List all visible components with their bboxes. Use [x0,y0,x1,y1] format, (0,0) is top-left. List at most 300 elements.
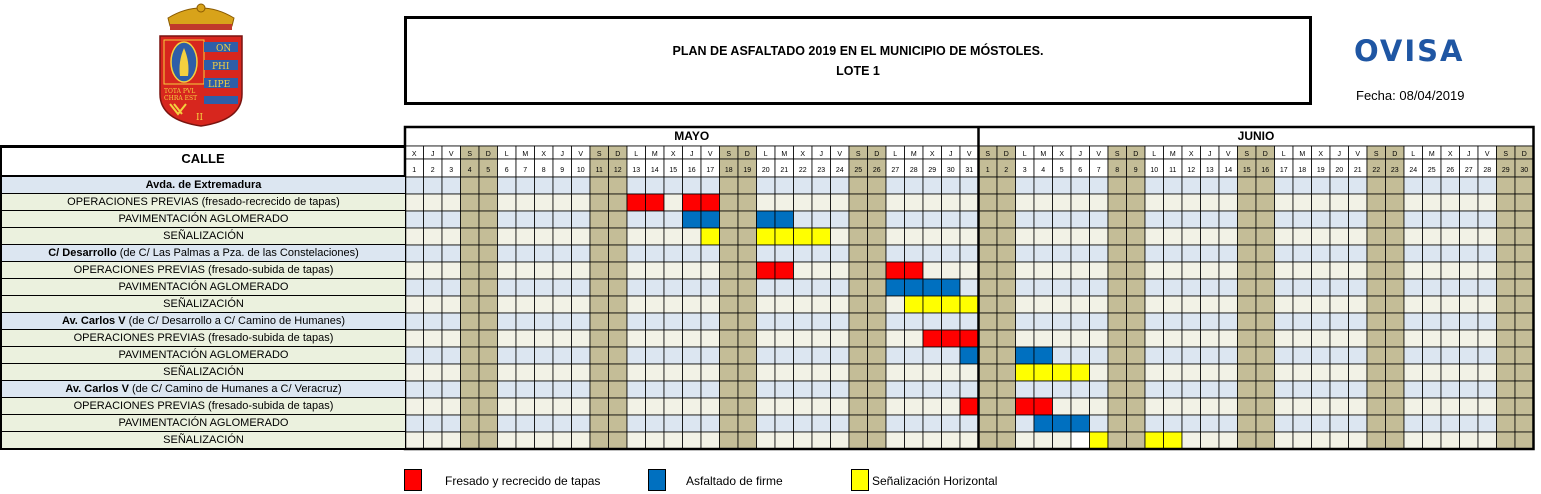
schedule-cell [646,245,665,262]
schedule-cell [979,245,998,262]
schedule-cell [1164,262,1183,279]
schedule-cell [1293,364,1312,381]
schedule-cell [627,194,646,211]
schedule-cell [479,296,498,313]
schedule-cell [1182,262,1201,279]
schedule-cell [1460,381,1479,398]
schedule-cell [1016,211,1035,228]
schedule-cell [1293,279,1312,296]
schedule-cell [1053,194,1072,211]
schedule-cell [498,177,517,194]
schedule-cell [960,330,979,347]
weekday-letter: V [1484,151,1490,158]
schedule-cell [1034,194,1053,211]
schedule-cell [1256,432,1275,449]
schedule-cell [701,228,720,245]
schedule-cell [1386,245,1405,262]
schedule-cell [1182,279,1201,296]
task-row-label: OPERACIONES PREVIAS (fresado-subida de tapas) [0,398,405,415]
schedule-cell [775,211,794,228]
day-number: 27 [891,167,900,174]
schedule-cell [405,381,424,398]
schedule-cell [923,415,942,432]
schedule-cell [1238,279,1257,296]
schedule-cell [1312,432,1331,449]
schedule-cell [1478,262,1497,279]
schedule-cell [1034,432,1053,449]
schedule-cell [1386,398,1405,415]
schedule-cell [1182,364,1201,381]
schedule-cell [1256,279,1275,296]
schedule-cell [1145,432,1164,449]
schedule-cell [553,245,572,262]
schedule-cell [1053,432,1072,449]
schedule-cell [1090,279,1109,296]
schedule-cell [516,279,535,296]
schedule-cell [535,432,554,449]
schedule-cell [960,347,979,364]
schedule-cell [590,381,609,398]
schedule-cell [1219,228,1238,245]
schedule-cell [775,415,794,432]
day-number: 14 [1224,167,1233,174]
schedule-cell [1034,330,1053,347]
schedule-cell [738,194,757,211]
schedule-cell [701,245,720,262]
schedule-cell [1016,347,1035,364]
schedule-cell [812,194,831,211]
schedule-cell [1367,296,1386,313]
schedule-cell [1441,347,1460,364]
schedule-cell [1441,432,1460,449]
schedule-cell [757,211,776,228]
schedule-cell [1349,245,1368,262]
weekday-letter: S [1373,151,1379,158]
schedule-cell [1404,262,1423,279]
weekday-letter: J [1337,151,1341,158]
schedule-cell [572,398,591,415]
schedule-cell [516,364,535,381]
schedule-cell [923,279,942,296]
schedule-cell [498,432,517,449]
weekday-letter: L [893,151,898,158]
schedule-cell [831,279,850,296]
schedule-cell [997,177,1016,194]
schedule-cell [1256,398,1275,415]
weekday-letter: D [744,151,750,158]
schedule-cell [1386,432,1405,449]
day-number: 29 [928,167,937,174]
schedule-cell [942,432,961,449]
schedule-cell [1071,432,1090,449]
schedule-cell [1201,279,1220,296]
schedule-cell [1460,262,1479,279]
schedule-cell [757,313,776,330]
schedule-cell [1478,194,1497,211]
schedule-cell [849,228,868,245]
schedule-cell [905,432,924,449]
schedule-cell [516,415,535,432]
schedule-cell [498,347,517,364]
schedule-cell [1145,262,1164,279]
schedule-cell [553,177,572,194]
task-row-label: SEÑALIZACIÓN [0,296,405,313]
schedule-cell [1090,398,1109,415]
day-number: 28 [1483,167,1492,174]
weekday-letter: M [651,151,658,158]
schedule-cell [1127,398,1146,415]
schedule-cell [498,194,517,211]
schedule-cell [738,330,757,347]
schedule-cell [683,262,702,279]
schedule-cell [572,432,591,449]
schedule-cell [627,279,646,296]
schedule-cell [886,245,905,262]
schedule-cell [1145,211,1164,228]
schedule-cell [1053,211,1072,228]
schedule-cell [1478,364,1497,381]
schedule-cell [923,347,942,364]
schedule-cell [701,279,720,296]
day-number: 28 [909,167,918,174]
schedule-cell [831,194,850,211]
schedule-cell [516,432,535,449]
schedule-cell [701,432,720,449]
schedule-cell [609,245,628,262]
schedule-cell [405,415,424,432]
schedule-cell [590,194,609,211]
day-number: 4 [467,167,472,174]
schedule-cell [757,262,776,279]
schedule-cell [1349,313,1368,330]
schedule-cell [1367,330,1386,347]
day-number: 24 [1409,167,1418,174]
schedule-cell [1182,381,1201,398]
schedule-cell [960,432,979,449]
schedule-cell [1441,296,1460,313]
schedule-cell [738,398,757,415]
day-number: 9 [560,167,565,174]
schedule-cell [664,279,683,296]
schedule-cell [868,347,887,364]
schedule-cell [1423,432,1442,449]
task-row-label: PAVIMENTACIÓN AGLOMERADO [0,347,405,364]
schedule-cell [553,330,572,347]
schedule-cell [1275,279,1294,296]
weekday-letter: D [1003,151,1009,158]
schedule-cell [1108,415,1127,432]
task-row-label: PAVIMENTACIÓN AGLOMERADO [0,279,405,296]
schedule-cell [1515,245,1534,262]
schedule-cell [1016,313,1035,330]
schedule-cell [979,228,998,245]
schedule-cell [424,279,443,296]
schedule-cell [1312,364,1331,381]
schedule-cell [1256,330,1275,347]
schedule-cell [646,228,665,245]
schedule-cell [849,330,868,347]
schedule-cell [757,245,776,262]
schedule-cell [1367,347,1386,364]
schedule-cell [1460,177,1479,194]
schedule-cell [627,228,646,245]
schedule-cell [1386,313,1405,330]
schedule-cell [868,313,887,330]
schedule-cell [738,381,757,398]
schedule-cell [960,245,979,262]
schedule-cell [1478,381,1497,398]
schedule-cell [1441,228,1460,245]
month-header-label: MAYO [674,129,710,143]
schedule-cell [1016,381,1035,398]
schedule-cell [1330,262,1349,279]
schedule-cell [1034,296,1053,313]
schedule-cell [1275,296,1294,313]
schedule-cell [405,296,424,313]
day-number: 20 [761,167,770,174]
schedule-cell [942,245,961,262]
schedule-cell [609,381,628,398]
schedule-cell [812,313,831,330]
schedule-cell [794,194,813,211]
day-number: 18 [724,167,733,174]
schedule-cell [442,228,461,245]
schedule-cell [794,347,813,364]
ovisa-brand-logo: OVISA [1354,34,1465,68]
day-number: 6 [1078,167,1083,174]
schedule-cell [849,364,868,381]
schedule-cell [664,194,683,211]
schedule-cell [1275,313,1294,330]
schedule-cell [979,194,998,211]
schedule-cell [683,194,702,211]
schedule-cell [849,262,868,279]
schedule-cell [535,177,554,194]
schedule-cell [1256,245,1275,262]
fecha-label: Fecha: 08/04/2019 [1356,88,1465,103]
schedule-cell [997,228,1016,245]
schedule-cell [1182,245,1201,262]
schedule-cell [1367,262,1386,279]
schedule-cell [590,364,609,381]
schedule-cell [516,347,535,364]
weekday-letter: J [1208,151,1212,158]
schedule-cell [1034,262,1053,279]
schedule-cell [461,330,480,347]
schedule-cell [1071,313,1090,330]
schedule-cell [1441,330,1460,347]
legend-swatch [648,469,666,491]
schedule-cell [1275,245,1294,262]
schedule-cell [831,432,850,449]
weekday-letter: L [504,151,509,158]
schedule-cell [683,364,702,381]
weekday-letter: X [929,151,935,158]
schedule-cell [405,228,424,245]
schedule-cell [442,177,461,194]
schedule-cell [1423,330,1442,347]
schedule-cell [775,228,794,245]
schedule-cell [498,245,517,262]
schedule-cell [886,177,905,194]
schedule-cell [831,381,850,398]
schedule-cell [590,398,609,415]
schedule-cell [1293,313,1312,330]
schedule-cell [720,432,739,449]
weekday-letter: S [855,151,861,158]
schedule-cell [905,279,924,296]
schedule-cell [664,296,683,313]
schedule-cell [1460,296,1479,313]
schedule-cell [1312,228,1331,245]
schedule-cell [535,228,554,245]
schedule-cell [1460,432,1479,449]
schedule-cell [1386,177,1405,194]
schedule-cell [1201,228,1220,245]
schedule-cell [831,296,850,313]
schedule-cell [1515,415,1534,432]
schedule-cell [1090,245,1109,262]
task-row-label: OPERACIONES PREVIAS (fresado-recrecido de tapas) [0,194,405,211]
schedule-cell [1256,228,1275,245]
schedule-cell [479,313,498,330]
schedule-cell [1201,313,1220,330]
weekday-letter: D [1133,151,1139,158]
day-number: 5 [486,167,491,174]
weekday-letter: D [1521,151,1527,158]
schedule-cell [1386,347,1405,364]
weekday-letter: L [1411,151,1416,158]
schedule-cell [812,279,831,296]
schedule-cell [738,228,757,245]
schedule-cell [1441,262,1460,279]
schedule-cell [1127,245,1146,262]
svg-text:LIPE: LIPE [208,80,231,90]
weekday-letter: X [541,151,547,158]
schedule-cell [1478,330,1497,347]
schedule-cell [1016,398,1035,415]
schedule-cell [1127,432,1146,449]
schedule-cell [1423,177,1442,194]
schedule-cell [997,381,1016,398]
day-number: 11 [595,167,603,174]
schedule-cell [1404,381,1423,398]
schedule-cell [535,211,554,228]
schedule-cell [1219,398,1238,415]
schedule-cell [1386,194,1405,211]
schedule-cell [627,177,646,194]
day-number: 10 [576,167,585,174]
schedule-cell [757,364,776,381]
task-row-label: SEÑALIZACIÓN [0,432,405,449]
weekday-letter: S [1114,151,1120,158]
schedule-cell [979,364,998,381]
schedule-cell [794,279,813,296]
schedule-cell [757,296,776,313]
schedule-cell [1386,279,1405,296]
schedule-cell [1497,245,1516,262]
schedule-cell [1053,347,1072,364]
schedule-cell [979,262,998,279]
schedule-cell [849,245,868,262]
schedule-cell [516,296,535,313]
schedule-cell [905,296,924,313]
weekday-letter: S [726,151,732,158]
schedule-cell [1071,364,1090,381]
weekday-letter: J [1467,151,1471,158]
weekday-letter: M [1428,151,1435,158]
schedule-cell [646,330,665,347]
schedule-cell [1441,194,1460,211]
schedule-cell [923,364,942,381]
schedule-cell [1256,313,1275,330]
schedule-cell [1071,398,1090,415]
schedule-cell [1423,381,1442,398]
weekday-letter: V [448,151,454,158]
schedule-cell [424,177,443,194]
schedule-cell [886,398,905,415]
schedule-cell [1312,415,1331,432]
schedule-cell [812,381,831,398]
schedule-cell [1460,415,1479,432]
schedule-cell [1238,262,1257,279]
weekday-letter: X [1318,151,1324,158]
schedule-cell [1182,432,1201,449]
schedule-cell [1367,381,1386,398]
schedule-cell [1349,364,1368,381]
schedule-cell [775,245,794,262]
schedule-cell [979,415,998,432]
schedule-cell [1034,211,1053,228]
schedule-cell [1127,313,1146,330]
schedule-cell [1423,398,1442,415]
schedule-cell [1367,364,1386,381]
schedule-cell [1386,330,1405,347]
schedule-cell [1182,211,1201,228]
legend-label: Fresado y recrecido de tapas [445,474,601,488]
schedule-cell [1330,313,1349,330]
schedule-cell [979,432,998,449]
day-number: 9 [1133,167,1138,174]
schedule-cell [1053,296,1072,313]
schedule-cell [701,313,720,330]
schedule-cell [1016,330,1035,347]
weekday-letter: S [1244,151,1250,158]
day-number: 1 [985,167,990,174]
schedule-cell [1515,398,1534,415]
schedule-cell [498,364,517,381]
schedule-cell [535,245,554,262]
schedule-cell [923,194,942,211]
schedule-cell [627,398,646,415]
schedule-cell [1090,228,1109,245]
weekday-letter: X [670,151,676,158]
schedule-cell [1460,228,1479,245]
schedule-cell [1293,211,1312,228]
schedule-cell [1034,364,1053,381]
schedule-cell [609,177,628,194]
schedule-cell [442,211,461,228]
schedule-cell [424,262,443,279]
task-row-label: SEÑALIZACIÓN [0,364,405,381]
schedule-cell [794,245,813,262]
schedule-cell [1423,245,1442,262]
weekday-letter: D [485,151,491,158]
schedule-cell [1460,330,1479,347]
schedule-cell [942,177,961,194]
schedule-cell [1238,330,1257,347]
schedule-cell [831,364,850,381]
